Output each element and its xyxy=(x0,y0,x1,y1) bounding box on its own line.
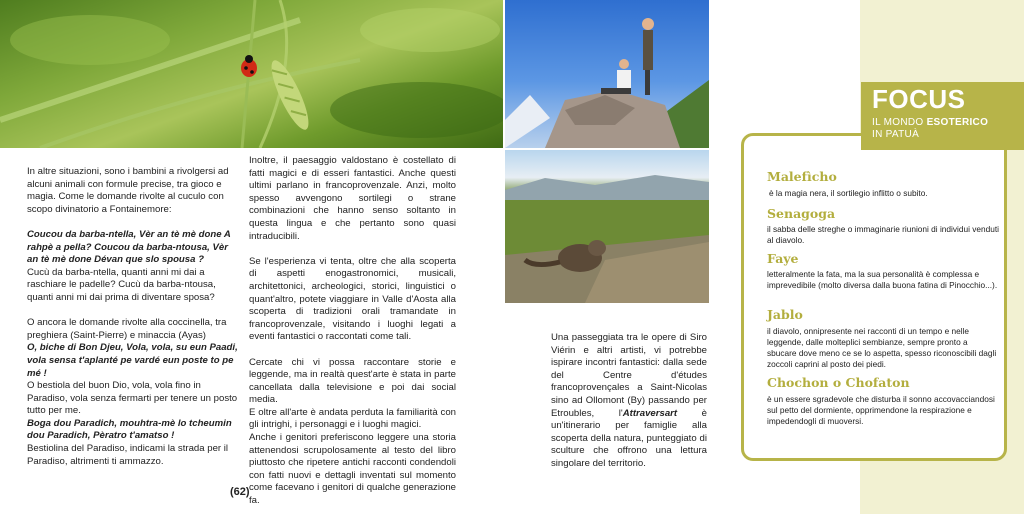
mountain-hikers-illustration xyxy=(505,0,709,148)
hikers-photo xyxy=(505,0,709,148)
ladybug-rhyme-dialect: O, biche di Bon Djeu, Vola, vola, su eun Paadi, vola sensa t'aplanté pe vardé eun poste to pe mé ! xyxy=(27,342,238,379)
marmot-photo xyxy=(505,150,709,303)
ladybug-intro: O ancora le domande rivolte alla coccinella, tra preghiera (Saint-Pierre) e minaccia (Ayas) xyxy=(27,317,227,341)
col1-paragraph-1: In altre situazioni, sono i bambini a rivolgersi ad alcuni animali con formule precise, tra gioco e magia. Come le domande rivolte al cuculo con scopo divinatorio a Fontainemore: xyxy=(27,166,229,215)
glossary-term: Chochon o Chofaton xyxy=(767,375,910,390)
col1-paragraph-3 xyxy=(27,317,240,468)
paradise-rhyme-dialect: Boga dou Paradich, mouhtra-mè lo tcheumin dou Paradich, Pèratro t'amatso ! xyxy=(27,417,232,442)
glossary-definition: il diavolo, onnipresente nei racconti di un tempo e nelle leggende, dalle molteplici sembianze, sempre pronto a sbucare dove meno ce se lo aspetta, spesso riconoscibili dagli zoccoli caprini al posto dei piedi. xyxy=(767,326,997,369)
text-column-3 xyxy=(551,332,707,483)
glossary-term: Faye xyxy=(767,251,799,266)
glossary-term: Jablo xyxy=(767,307,803,322)
page-number: (62) xyxy=(230,486,250,498)
cuckoo-rhyme-translation: Cucù da barba-ntella, quanti anni mi dai a raschiare le padelle? Cucù da barba-ntousa, quanti anni mi dai prima di diventare sposa? xyxy=(27,266,216,303)
glossary-definition: il sabba delle streghe o immaginarie riunioni di individui venduti al diavolo. xyxy=(767,224,999,245)
col3-paragraph xyxy=(551,332,707,471)
glossary-definition: è la magia nera, il sortilegio inflitto o subito. xyxy=(769,188,928,198)
text-column-2 xyxy=(249,155,456,520)
col3-text-a: Una passeggiata tra le opere di Siro Viérin e altri artisti, vi potrebbe ispirare incontri fantastici: dalla sede del Centre d'études francoprovençales a Saint-Nicolas sino ad Ollomont (By) passando per Etroubles, l' xyxy=(551,332,707,419)
ladybug-illustration xyxy=(0,0,503,148)
glossary-definition: è un essere sgradevole che disturba il sonno accovacciandosi sul petto del dormiente, opprimendone la respirazione e impedendogli di muoversi. xyxy=(767,394,995,426)
marmot-illustration xyxy=(505,150,709,303)
focus-subtitle-line-1 xyxy=(872,117,988,128)
col2-paragraph-4: E oltre all'arte è andata perduta la familiarità con gli intrighi, i personaggi e i luoghi magici. xyxy=(249,406,456,431)
ladybug-photo xyxy=(0,0,503,148)
focus-title: FOCUS xyxy=(872,84,966,114)
glossary-term: Malefìcho xyxy=(767,169,837,184)
attraversart-name: Attraversart xyxy=(622,407,678,419)
ladybug-rhyme-translation: O bestiola del buon Dio, vola, vola fino in Paradiso, vola senza fermarti per tenere un posto tutto per me. xyxy=(27,380,238,417)
glossary-term: Senagoga xyxy=(767,206,836,221)
glossary-definition: letteralmente la fata, ma la sua personalità è complessa e imprevedibile (molto diversa dalla buona fatina di Pinocchio...). xyxy=(767,269,998,290)
focus-subtitle-line-2: IN PATUÀ xyxy=(872,129,920,140)
paradise-rhyme-translation: Bestiolina del Paradiso, indicami la strada per il Paradiso, altrimenti ti ammazzo. xyxy=(27,443,229,467)
cuckoo-rhyme-dialect: Coucou da barba-ntella, Vèr an tè mè done A rahpè a pella? Coucou da barba-ntousa, Vèr an tè mè done Dévan que slo spousa ? xyxy=(27,228,231,266)
col2-paragraph-3: Cercate chi vi possa raccontare storie e leggende, ma in realtà quest'arte è stata in parte cancellata dalla televisione e poi dai social media. xyxy=(249,356,456,406)
col2-paragraph-2: Se l'esperienza vi tenta, oltre che alla scoperta di aspetti enogastronomici, musicali, architettonici, archeologici, storici, linguistici o quant'altro, potete viaggiare in Valle d'Aosta alla scoperta di tradizioni orali tramandate in francoprovenzale, visitando i luoghi legati a eventi fantastici o raccontati come tali. xyxy=(249,255,456,343)
col2-paragraph-5: Anche i genitori preferiscono leggere una storia attenendosi scrupolosamente al testo del libro piuttosto che ripetere antichi racconti condendoli con fatti nuovi e dettagli inventati sul momento come facevano i genitori di qualche generazione fa. xyxy=(249,432,456,507)
text-column-1 xyxy=(27,166,240,481)
col2-paragraph-1: Inoltre, il paesaggio valdostano è costellato di fatti magici e di esseri fantastici. Anche questi ultimi parlano in francoprovenzale. Anzi, molto spesso avvengono sortilegi o strane combinazioni che hanno senso soltanto in questa lingua e che pertanto sono quasi intraducibili. xyxy=(249,155,456,242)
col1-paragraph-2 xyxy=(27,229,240,305)
focus-subtitle-pre: IL MONDO xyxy=(872,117,927,128)
col3-text-b: è un'itinerario per famiglie alla scoperta della natura, punteggiato di sculture che offrono una lettura singolare del territorio. xyxy=(551,407,707,469)
focus-subtitle-bold: ESOTERICO xyxy=(926,117,989,128)
